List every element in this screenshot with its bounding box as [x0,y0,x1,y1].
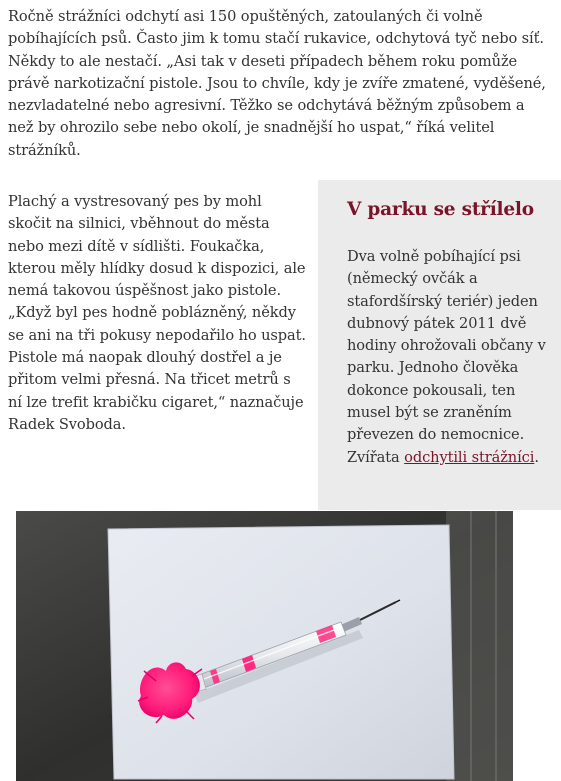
sidebar-link[interactable]: odchytili strážníci [404,448,535,466]
sidebar-text-end: . [534,448,539,466]
sidebar-text [347,246,557,469]
sidebar-title: V parku se střílelo [347,199,534,220]
article-paragraph: Plachý a vystresovaný pes by mohl skočit na silnici, vběhnout do města nebo mezi dítě v sídlišti. Foukačka, kterou měly hlídky dosud k dispozici, ale nemá takovou úspěšnost jako pistole. „Když byl pes hodně poblázněný, někdy se ani na tři pokusy nepodařilo ho uspat. Pistole má naopak dlouhý dostřel a je přitom velmi přesná. Na třicet metrů s ní lze trefit krabičku cigaret,“ naznačuje Radek Svoboda. [8,193,306,433]
dart-photo [16,511,513,781]
intro-paragraph: Ročně strážníci odchytí asi 150 opuštěných, zatoulaných či volně pobíhajících psů. Často jim k tomu stačí rukavice, odchytová tyč nebo síť. Někdy to ale nestačí. „Asi tak v deseti případech během roku pomůže právě narkotizační pistole. Jsou to chvíle, kdy je zvíře zmatené, vyděšené, nezvladatelné nebo agresivní. Těžko se odchytává běžným způsobem a než by ohrozilo sebe nebo okolí, je snadnější ho uspat,“ říká velitel strážníků. [8,8,546,159]
sidebar-text-body: Dva volně pobíhající psi (německý ovčák a stafordšírský teriér) jeden dubnový pátek 2011 dvě hodiny ohrožovali občany v parku. Jednoho člověka dokonce pokousali, ten musel být se zraněním převezen do nemocnice. Zvířata [347,248,546,466]
